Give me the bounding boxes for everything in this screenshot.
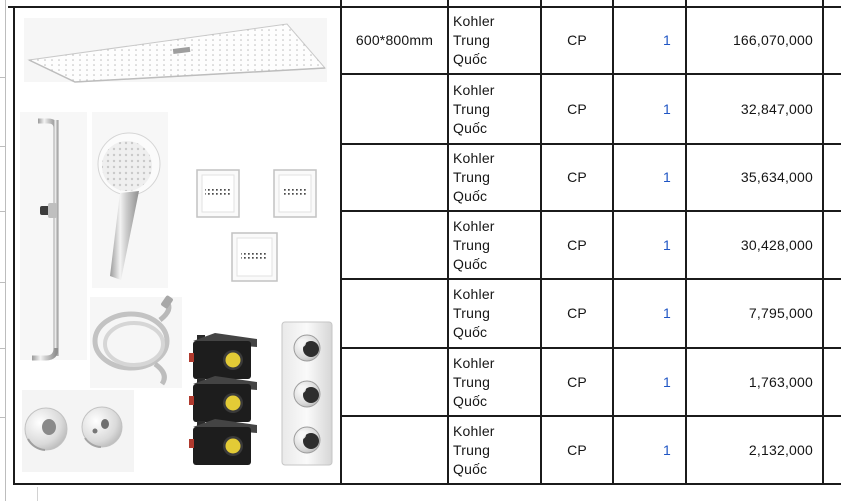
size-cell[interactable]: 600*800mm <box>342 8 449 75</box>
cropped-next-column-cell <box>824 145 841 212</box>
product-collage <box>15 8 340 483</box>
price-cell[interactable]: 30,428,000 <box>687 212 824 280</box>
quantity-cell[interactable]: 1 <box>614 417 687 485</box>
finish-cell[interactable]: CP <box>542 280 614 349</box>
finish-cell[interactable]: CP <box>542 75 614 145</box>
cropped-next-column-cell <box>824 212 841 280</box>
product-image-cell[interactable] <box>15 8 342 485</box>
size-cell[interactable] <box>342 145 449 212</box>
trim-plate-image <box>282 322 332 465</box>
ceiling-rain-panel-image <box>24 18 327 82</box>
origin-cell[interactable] <box>449 212 542 280</box>
gutter-gridline <box>0 282 6 283</box>
gutter-gridline <box>0 146 6 147</box>
origin-cell[interactable] <box>449 75 542 145</box>
finish-cell[interactable]: CP <box>542 349 614 417</box>
escutcheon-pair-image <box>22 390 134 472</box>
shower-hose-image <box>90 295 182 388</box>
finish-cell[interactable]: CP <box>542 212 614 280</box>
cropped-next-column-cell <box>824 349 841 417</box>
gutter-gridline <box>0 77 6 78</box>
origin-cell[interactable] <box>449 280 542 349</box>
quantity-cell[interactable]: 1 <box>614 212 687 280</box>
price-cell[interactable]: 166,070,000 <box>687 8 824 75</box>
finish-cell[interactable]: CP <box>542 8 614 75</box>
quantity-cell[interactable]: 1 <box>614 349 687 417</box>
price-cell[interactable]: 7,795,000 <box>687 280 824 349</box>
price-cell[interactable]: 35,634,000 <box>687 145 824 212</box>
quantity-cell[interactable]: 1 <box>614 280 687 349</box>
finish-cell[interactable]: CP <box>542 145 614 212</box>
size-cell[interactable] <box>342 75 449 145</box>
size-cell[interactable] <box>342 212 449 280</box>
quantity-cell[interactable]: 1 <box>614 145 687 212</box>
origin-text: Kohler Trung Quốc <box>453 286 495 340</box>
gridline-below-table <box>37 487 38 501</box>
cropped-next-column-cell <box>824 417 841 485</box>
origin-text: Kohler Trung Quốc <box>453 217 495 272</box>
origin-cell[interactable] <box>449 145 542 212</box>
cropped-next-column-cell <box>824 280 841 349</box>
size-cell[interactable] <box>342 280 449 349</box>
origin-text: Kohler Trung Quốc <box>453 354 495 409</box>
body-spray-image <box>274 170 316 217</box>
cropped-next-column-cell <box>824 75 841 145</box>
valve-module-stack-image <box>189 333 257 465</box>
origin-text: Kohler Trung Quốc <box>453 150 495 204</box>
hand-shower-image <box>92 112 168 288</box>
body-spray-image <box>232 233 277 281</box>
gutter-gridline <box>0 211 6 212</box>
gutter-gridline-vertical <box>5 0 6 501</box>
price-cell[interactable]: 1,763,000 <box>687 349 824 417</box>
origin-text: Kohler Trung Quốc <box>453 81 495 136</box>
quantity-cell[interactable]: 1 <box>614 75 687 145</box>
origin-cell[interactable] <box>449 349 542 417</box>
size-cell[interactable] <box>342 349 449 417</box>
origin-text: Kohler Trung Quốc <box>453 13 495 67</box>
origin-text: Kohler Trung Quốc <box>453 422 495 477</box>
quotation-table <box>13 6 841 485</box>
finish-cell[interactable]: CP <box>542 417 614 485</box>
gutter-gridline <box>0 417 6 418</box>
price-cell[interactable]: 32,847,000 <box>687 75 824 145</box>
cropped-next-column-cell <box>824 8 841 75</box>
origin-cell[interactable] <box>449 417 542 485</box>
gutter-gridline <box>0 348 6 349</box>
origin-cell[interactable] <box>449 8 542 75</box>
price-cell[interactable]: 2,132,000 <box>687 417 824 485</box>
slide-bar-image <box>20 112 87 360</box>
quantity-cell[interactable]: 1 <box>614 8 687 75</box>
size-cell[interactable] <box>342 417 449 485</box>
body-spray-image <box>197 170 239 217</box>
